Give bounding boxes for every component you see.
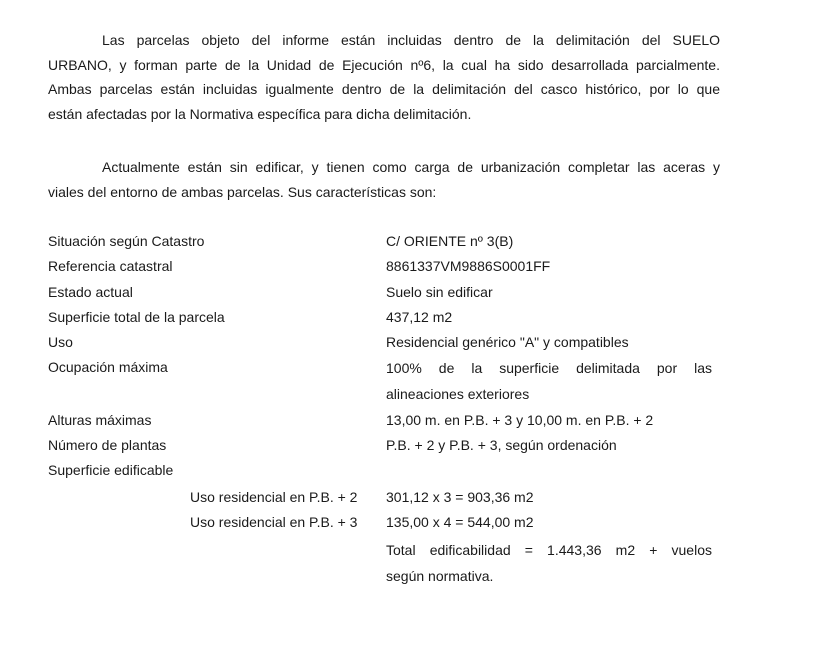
row-estado	[48, 280, 720, 304]
row-value: 135,00 x 4 = 544,00 m2	[386, 514, 534, 530]
row-uso-pb3	[48, 510, 720, 534]
value-line: 100% de la superficie delimitada por las	[386, 360, 712, 376]
row-value: P.B. + 2 y P.B. + 3, según ordenación	[386, 437, 617, 453]
row-value: Suelo sin edificar	[386, 284, 493, 300]
row-value: C/ ORIENTE nº 3(B)	[386, 233, 514, 249]
row-edificable	[48, 458, 720, 482]
row-value	[386, 537, 712, 589]
row-uso-pb2	[48, 485, 720, 509]
paragraph-line: están afectadas por la Normativa específica para dicha delimitación.	[48, 105, 472, 122]
row-label: Estado actual	[48, 284, 133, 300]
row-superficie	[48, 305, 720, 329]
paragraph-line: URBANO, y forman parte de la Unidad de Ejecución nº6, la cual ha sido desarrollada parcialmente.	[48, 56, 720, 73]
row-uso	[48, 330, 720, 354]
value-line: según normativa.	[386, 568, 494, 584]
row-value: 301,12 x 3 = 903,36 m2	[386, 489, 534, 505]
row-label: Situación según Catastro	[48, 233, 205, 249]
value-line: alineaciones exteriores	[386, 386, 530, 402]
row-value: 13,00 m. en P.B. + 3 y 10,00 m. en P.B. + 2	[386, 412, 654, 428]
row-referencia	[48, 254, 720, 278]
row-value: Residencial genérico "A" y compatibles	[386, 334, 629, 350]
row-label: Uso residencial en P.B. + 3	[190, 514, 358, 530]
row-value: 437,12 m2	[386, 309, 453, 325]
row-label: Uso residencial en P.B. + 2	[190, 489, 358, 505]
row-ocupacion	[48, 355, 720, 402]
paragraph-line: viales del entorno de ambas parcelas. Sus características son:	[48, 183, 437, 200]
value-line: Total edificabilidad = 1.443,36 m2 + vuelos	[386, 542, 712, 558]
row-total	[48, 537, 720, 584]
row-situacion	[48, 229, 720, 253]
row-label: Uso	[48, 334, 73, 350]
paragraph-line: Ambas parcelas están incluidas igualmente dentro de la delimitación del casco histórico, por lo que	[48, 81, 720, 97]
intro-paragraph	[48, 28, 720, 126]
row-alturas	[48, 408, 720, 432]
row-label: Superficie edificable	[48, 462, 174, 478]
paragraph-line: Las parcelas objeto del informe están incluidas dentro de la delimitación del SUELO	[102, 32, 720, 48]
row-label: Ocupación máxima	[48, 359, 168, 375]
row-value: 8861337VM9886S0001FF	[386, 258, 551, 274]
row-label: Referencia catastral	[48, 258, 173, 274]
row-plantas	[48, 433, 720, 457]
paragraph-line: Actualmente están sin edificar, y tienen como carga de urbanización completar las aceras y	[102, 159, 720, 175]
row-label: Superficie total de la parcela	[48, 309, 225, 325]
row-label: Número de plantas	[48, 437, 167, 453]
row-value	[386, 355, 712, 407]
status-paragraph	[48, 155, 720, 204]
row-label: Alturas máximas	[48, 412, 152, 428]
